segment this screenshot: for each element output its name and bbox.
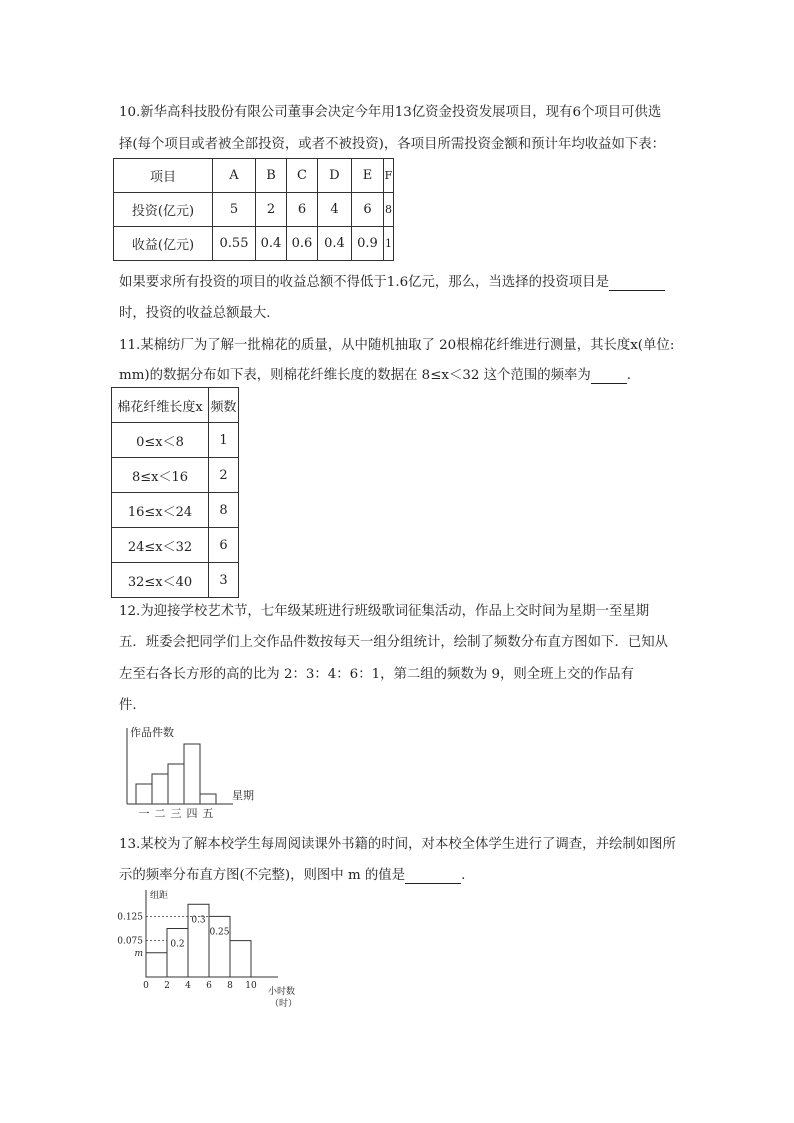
table-cell: 0.55 [213, 227, 256, 261]
header-cell: E [352, 159, 384, 193]
x-tick-label: 4 [185, 981, 191, 991]
histogram-bar [209, 916, 230, 977]
table-cell: 2 [209, 458, 239, 493]
reading-time-histogram [117, 888, 320, 1013]
table-row [114, 193, 394, 227]
header-cell: 频数 [209, 388, 239, 423]
q12-line3: 左至右各长方形的高的比为 2：3：4：6：1，第二组的频数为 9，则全班上交的作品有 [119, 667, 634, 682]
x-axis-unit: （时） [270, 999, 298, 1009]
q12-line4: 件． [119, 698, 146, 713]
y-tick-label: 0.075 [117, 936, 143, 947]
x-axis-label: 小时数 [268, 987, 296, 997]
q10-line3 [119, 271, 665, 291]
table-cell: 16≤x＜24 [112, 493, 209, 528]
x-tick-label: 三 [170, 807, 182, 820]
answer-blank [591, 368, 627, 384]
q10-line4: 时，投资的收益总额最大. [119, 306, 271, 321]
table-cell: 3 [209, 563, 239, 598]
histogram-bar [230, 941, 251, 977]
x-tick-label: 五 [202, 807, 214, 820]
histogram-bar [200, 794, 216, 804]
y-axis-label: 作品件数 [130, 726, 174, 739]
q11-line1: 11.某棉纺厂为了解一批棉花的质量，从中随机抽取了 20根棉花纤维进行测量，其长度x(单位: [119, 338, 675, 353]
histogram-bar [167, 929, 188, 977]
answer-blank [609, 275, 665, 291]
x-tick-label: 10 [245, 981, 257, 991]
header-cell: B [256, 159, 287, 193]
x-tick-label: 四 [186, 807, 198, 820]
table-cell: 24≤x＜32 [112, 528, 209, 563]
table-cell: 6 [209, 528, 239, 563]
table-cell: 6 [287, 193, 318, 227]
table-cell: 0.4 [256, 227, 287, 261]
q12-line1: 12.为迎接学校艺术节，七年级某班进行班级歌词征集活动，作品上交时间为星期一至星期 [119, 604, 650, 619]
y-tick-label: 0.125 [117, 912, 143, 923]
works-histogram [120, 722, 280, 822]
bar-data-label: 0.3 [191, 915, 206, 926]
header-cell: 项目 [114, 159, 213, 193]
row-label: 投资(亿元) [114, 193, 213, 227]
table-cell: 0.4 [318, 227, 352, 261]
histogram-bar [168, 764, 184, 804]
table-cell: 1 [209, 423, 239, 458]
table-row [112, 528, 239, 563]
x-tick-label: 8 [227, 981, 233, 991]
table-cell: 0.6 [287, 227, 318, 261]
table-row [112, 458, 239, 493]
table-header-row [114, 159, 394, 193]
row-label: 收益(亿元) [114, 227, 213, 261]
histogram-bar [136, 784, 152, 804]
table-cell: 8 [384, 193, 394, 227]
table-row [112, 563, 239, 598]
q13-line2 [119, 864, 465, 884]
q10-line2: 择(每个项目或者被全部投资，或者不被投资)，各项目所需投资金额和预计年均收益如下表： [119, 137, 666, 152]
histogram-bar [152, 774, 168, 804]
q12-line2: 五．班委会把同学们上交作品件数按每天一组分组统计，绘制了频数分布直方图如下．已知从 [119, 635, 669, 650]
answer-blank [405, 868, 461, 884]
q11-line2-text: mm)的数据分布如下表，则棉花纤维长度的数据在 8≤x＜32 这个范围的频率为 [119, 368, 591, 383]
q11-line2 [119, 364, 631, 384]
x-tick-label: 0 [143, 981, 149, 991]
bar-data-label: 0.2 [170, 939, 185, 950]
q10-invest-table [113, 158, 394, 261]
q11-fiber-table [111, 387, 239, 598]
table-row [112, 493, 239, 528]
y-tick-label: m [134, 948, 143, 959]
header-cell: F [384, 159, 394, 193]
header-cell: A [213, 159, 256, 193]
histogram-bar [184, 744, 200, 804]
x-axis-label: 星期 [232, 789, 254, 802]
q13-line1: 13.某校为了解本校学生每周阅读课外书籍的时间，对本校全体学生进行了调查，并绘制如图所 [119, 837, 676, 852]
q13-line2-text: 示的频率分布直方图(不完整)，则图中 m 的值是 [119, 868, 406, 883]
table-header-row [112, 388, 239, 423]
header-cell: D [318, 159, 352, 193]
q10-line1: 10.新华高科技股份有限公司董事会决定今年用13亿资金投资发展项目，现有6个项目可供选 [119, 105, 662, 120]
table-cell: 0.9 [352, 227, 384, 261]
table-row [112, 423, 239, 458]
table-cell: 5 [213, 193, 256, 227]
header-cell: 棉花纤维长度x [112, 388, 209, 423]
table-cell: 8≤x＜16 [112, 458, 209, 493]
histogram-bar [146, 953, 167, 977]
x-tick-label: 6 [206, 981, 212, 991]
table-row [114, 227, 394, 261]
x-tick-label: 2 [164, 981, 170, 991]
table-cell: 1 [384, 227, 394, 261]
x-tick-label: 一 [138, 807, 150, 820]
table-cell: 6 [352, 193, 384, 227]
x-tick-label: 二 [154, 807, 166, 820]
table-cell: 32≤x＜40 [112, 563, 209, 598]
q10-line3-text: 如果要求所有投资的项目的收益总额不得低于1.6亿元，那么，当选择的投资项目是 [119, 275, 609, 290]
q13-line2-end: . [461, 868, 466, 883]
y-axis-label: 组距 [150, 891, 169, 901]
bar-data-label: 0.25 [209, 927, 230, 938]
table-cell: 8 [209, 493, 239, 528]
header-cell: C [287, 159, 318, 193]
table-cell: 0≤x＜8 [112, 423, 209, 458]
table-cell: 4 [318, 193, 352, 227]
table-cell: 2 [256, 193, 287, 227]
q11-line2-end: . [626, 368, 632, 383]
